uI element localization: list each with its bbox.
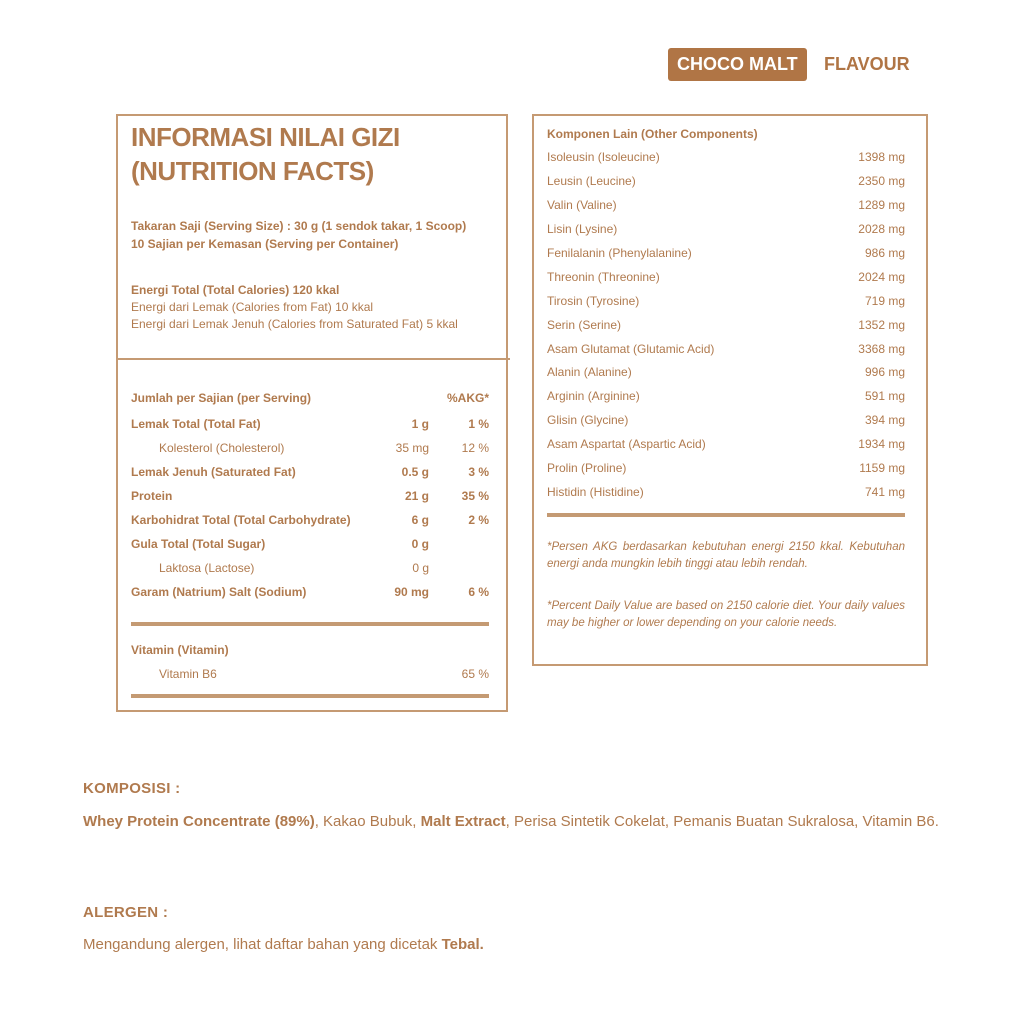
nutrient-header-pct: %AKG*	[446, 391, 489, 405]
allergen-sentence: Mengandung alergen, lihat daftar bahan yang dicetak	[83, 936, 442, 953]
nutrient-label: Laktosa (Lactose)	[159, 561, 255, 575]
composition-ingredient-whey: Whey Protein Concentrate (89%)	[83, 813, 315, 830]
nutrient-amount: 21 g	[404, 489, 429, 503]
vitamin-b6-label: Vitamin B6	[159, 667, 217, 681]
composition-ingredients-rest: , Perisa Sintetik Cokelat, Pemanis Buatan Sukralosa, Vitamin B6.	[505, 813, 939, 830]
vitamin-b6-row	[131, 662, 489, 686]
component-row	[547, 384, 905, 408]
component-value: 996 mg	[864, 365, 905, 379]
component-value: 1289 mg	[858, 198, 905, 212]
allergen-bold-word: Tebal.	[441, 936, 484, 953]
component-label: Histidin (Histidine)	[547, 485, 644, 499]
component-row	[547, 456, 905, 480]
nutrient-label: Protein	[131, 489, 173, 503]
component-row	[547, 289, 905, 313]
component-value: 986 mg	[864, 246, 905, 260]
component-value: 591 mg	[864, 389, 905, 403]
component-value: 2024 mg	[858, 270, 905, 284]
component-row	[547, 408, 905, 432]
component-label: Arginin (Arginine)	[547, 389, 640, 403]
nutrient-label: Lemak Jenuh (Saturated Fat)	[131, 465, 296, 479]
nutrient-separator-bar	[131, 622, 489, 626]
energy-from-fat: Energi dari Lemak (Calories from Fat) 10 kkal	[131, 300, 374, 314]
servings-per-container: 10 Sajian per Kemasan (Serving per Container)	[131, 237, 399, 251]
components-separator-bar	[547, 513, 905, 517]
component-row	[547, 241, 905, 265]
component-value: 1934 mg	[858, 437, 905, 451]
component-value: 3368 mg	[858, 342, 905, 356]
nutrient-row-total-sugar	[131, 532, 489, 556]
component-label: Serin (Serine)	[547, 318, 622, 332]
nutrient-amount: 0 g	[411, 537, 429, 551]
component-label: Fenilalanin (Phenylalanine)	[547, 246, 692, 260]
nutrient-pct: 1 %	[468, 417, 489, 431]
vitamin-b6-pct: 65 %	[461, 667, 489, 681]
component-row	[547, 480, 905, 504]
component-row	[547, 217, 905, 241]
vitamin-separator-bar	[131, 694, 489, 698]
nutrient-row-carbohydrate	[131, 508, 489, 532]
component-value: 1159 mg	[859, 461, 905, 475]
composition-text	[83, 806, 973, 837]
component-row	[547, 337, 905, 361]
nutrient-label: Karbohidrat Total (Total Carbohydrate)	[131, 513, 351, 527]
component-label: Threonin (Threonine)	[547, 270, 660, 284]
allergen-heading: ALERGEN :	[83, 904, 169, 921]
nutrient-amount: 35 mg	[395, 441, 429, 455]
nutrient-row-saturated-fat	[131, 460, 489, 484]
nutrient-amount: 1 g	[411, 417, 429, 431]
component-value: 1352 mg	[858, 318, 905, 332]
component-label: Asam Glutamat (Glutamic Acid)	[547, 342, 715, 356]
component-value: 2028 mg	[858, 222, 905, 236]
component-label: Valin (Valine)	[547, 198, 617, 212]
component-value: 741 mg	[864, 485, 905, 499]
nutrient-pct: 12 %	[461, 441, 489, 455]
nutrient-pct: 3 %	[468, 465, 489, 479]
nutrient-header-label: Jumlah per Sajian (per Serving)	[131, 391, 312, 405]
component-value: 719 mg	[864, 294, 905, 308]
component-label: Isoleusin (Isoleucine)	[547, 150, 660, 164]
nutrient-row-protein	[131, 484, 489, 508]
nutrient-amount: 90 mg	[394, 585, 429, 599]
component-label: Glisin (Glycine)	[547, 413, 629, 427]
nutrition-title-line2: (NUTRITION FACTS)	[131, 156, 374, 186]
flavour-badge: CHOCO MALT	[668, 48, 807, 81]
nutrient-row-cholesterol	[131, 436, 489, 460]
component-label: Lisin (Lysine)	[547, 222, 618, 236]
nutrient-label: Kolesterol (Cholesterol)	[159, 441, 285, 455]
nutrient-amount: 6 g	[411, 513, 429, 527]
footnote-indonesian: *Persen AKG berdasarkan kebutuhan energi 2150 kkal. Kebutuhan energi anda mungkin lebih tinggi atau lebih rendah.	[547, 541, 905, 570]
nutrient-pct: 6 %	[468, 585, 489, 599]
composition-heading: KOMPOSISI :	[83, 780, 181, 797]
nutrient-row-lactose	[131, 556, 489, 580]
nutrient-pct: 2 %	[468, 513, 489, 527]
nutrition-title-line1: INFORMASI NILAI GIZI	[131, 122, 400, 152]
energy-from-saturated-fat: Energi dari Lemak Jenuh (Calories from Saturated Fat) 5 kkal	[131, 317, 458, 331]
component-value: 1398 mg	[858, 150, 905, 164]
components-header: Komponen Lain (Other Components)	[547, 127, 758, 141]
component-row	[547, 360, 905, 384]
serving-size: Takaran Saji (Serving Size) : 30 g (1 sendok takar, 1 Scoop)	[131, 219, 467, 233]
component-row	[547, 432, 905, 456]
component-row	[547, 193, 905, 217]
component-value: 394 mg	[864, 413, 905, 427]
nutrient-row-sodium	[131, 580, 489, 604]
component-label: Leusin (Leucine)	[547, 174, 636, 188]
component-label: Asam Aspartat (Aspartic Acid)	[547, 437, 706, 451]
nutrient-amount: 0.5 g	[401, 465, 429, 479]
vitamin-header-row	[131, 638, 489, 662]
nutrient-label: Lemak Total (Total Fat)	[131, 417, 261, 431]
nutrient-pct: 35 %	[461, 489, 489, 503]
flavour-label: FLAVOUR	[824, 54, 910, 74]
component-label: Alanin (Alanine)	[547, 365, 632, 379]
energy-total: Energi Total (Total Calories) 120 kkal	[131, 283, 340, 297]
component-row	[547, 313, 905, 337]
component-value: 2350 mg	[858, 174, 905, 188]
allergen-text	[83, 929, 973, 960]
nutrient-amount: 0 g	[412, 561, 429, 575]
composition-ingredient-cocoa: , Kakao Bubuk,	[314, 813, 421, 830]
component-row	[547, 265, 905, 289]
component-row	[547, 145, 905, 169]
nutrient-row-total-fat	[131, 412, 489, 436]
component-label: Prolin (Proline)	[547, 461, 627, 475]
footnote-english: *Percent Daily Value are based on 2150 calorie diet. Your daily values may be higher or lower depending on your calorie needs.	[547, 600, 905, 629]
nutrient-header-row	[131, 386, 489, 410]
component-label: Tirosin (Tyrosine)	[547, 294, 640, 308]
composition-ingredient-malt: Malt Extract	[420, 813, 506, 830]
vitamin-header: Vitamin (Vitamin)	[131, 643, 229, 657]
component-row	[547, 169, 905, 193]
nutrient-label: Gula Total (Total Sugar)	[131, 537, 266, 551]
nutrient-label: Garam (Natrium) Salt (Sodium)	[131, 585, 307, 599]
nutrition-divider	[116, 358, 510, 360]
